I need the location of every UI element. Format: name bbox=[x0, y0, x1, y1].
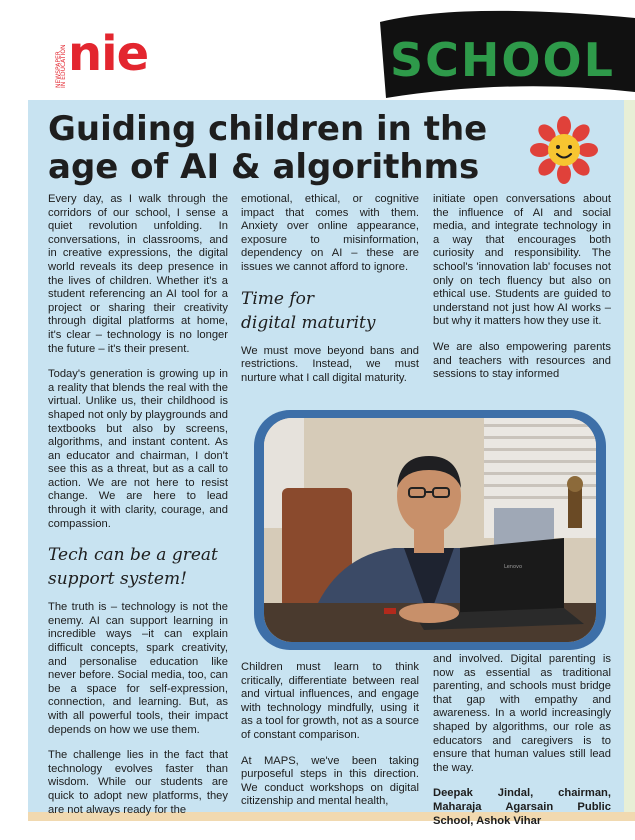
trophy-icon bbox=[567, 476, 583, 528]
nie-logo bbox=[28, 20, 158, 88]
smiling-flower-icon bbox=[528, 114, 600, 186]
folded-hands bbox=[399, 603, 459, 623]
chairman-photo bbox=[264, 418, 596, 642]
paragraph: Every day, as I walk through the corridors of our school, I sense a quiet revolution unfolding. In conversations, in classrooms, and in creative expressions, the digital world reveals its deep presence in the lives of children. Whether it's a student referencing an AI tool for a project or sharing their creativity through digital platforms at home, it's clear – technology is no longer the future – it's their present. bbox=[48, 193, 228, 355]
school-banner bbox=[372, 8, 635, 98]
article-column-2-lower bbox=[241, 661, 419, 821]
page-edge-strip bbox=[624, 100, 635, 812]
author-byline: Deepak Jindal, chairman, Maharaja Agarsain Public School, Ashok Vihar bbox=[433, 787, 611, 827]
banner-text: SCHOOL bbox=[390, 33, 615, 87]
paragraph: We are also empowering parents and teachers with resources and sessions to stay informed bbox=[433, 340, 611, 381]
page-header bbox=[0, 0, 635, 100]
chairman-photo-frame bbox=[254, 410, 606, 650]
subheading-tech-support bbox=[48, 543, 228, 591]
subheading-line: digital maturity bbox=[241, 312, 376, 333]
paragraph: The challenge lies in the fact that technology evolves faster than wisdom. While our students are quick to adopt new platforms, they are not always ready for the bbox=[48, 749, 228, 816]
paragraph: The truth is – technology is not the enemy. AI can support learning in incredible ways –it can explain difficult concepts, spark creativity, and personalise education like never before. Social media, too, can be a space for self-expression, connection, and learning. But, as with all powerful tools, their impact depends on how we use them. bbox=[48, 601, 228, 736]
chairman-portrait-illustration bbox=[264, 418, 596, 642]
title-line-1: Guiding children in the bbox=[48, 109, 488, 149]
article-column-2 bbox=[241, 193, 419, 397]
paragraph: We must move beyond bans and restrictions. Instead, we must nurture what I call digital maturity. bbox=[241, 344, 419, 384]
subheading-line: support system! bbox=[48, 569, 187, 590]
subheading-line: Time for bbox=[241, 288, 315, 309]
paragraph: initiate open conversations about the influence of AI and social media, and integrate technology in a way that encourages both curiosity and responsibility. The school's 'innovation lab' focuses not only on tech fluency but also on ethical use. Students are guided to understand not just how AI works – but why it matters how they use it. bbox=[433, 193, 611, 328]
paragraph: emotional, ethical, or cognitive impact that comes with them. Anxiety over online appearance, exposure to misinformation, dependency on AI – these are issues we cannot afford to ignore. bbox=[241, 193, 419, 273]
article-column-3 bbox=[433, 193, 611, 394]
article-column-3-lower bbox=[433, 653, 611, 840]
title-line-2: age of AI & algorithms bbox=[48, 147, 480, 187]
subheading-digital-maturity bbox=[241, 287, 419, 335]
article-title bbox=[48, 110, 508, 186]
laptop-brand-label: Lenovo bbox=[504, 564, 523, 570]
paragraph: Today's generation is growing up in a reality that blends the real with the virtual. Unlike us, their childhood is shaped not only by playgrounds and textbooks but also by screens, algorithms, and instant content. As an educator and chairman, I don't see this as a threat, but as a call to action. We are not here to resist change. We are here to lead through it with clarity, courage, and compassion. bbox=[48, 368, 228, 530]
paragraph: At MAPS, we've been taking purposeful steps in this direction. We conduct workshops on digital citizenship and mental health, bbox=[241, 754, 419, 808]
nie-logo-text: nie bbox=[68, 26, 149, 82]
article-column-1 bbox=[48, 193, 228, 829]
nie-logo-tagline: NEWSPAPER IN EDUCATION bbox=[55, 44, 67, 88]
paragraph: and involved. Digital parenting is now as essential as traditional parenting, and schools must bridge that gap with empathy and awareness. In a world increasingly shaped by algorithms, our role as educators and caregivers is to ensure that human values still lead the way. bbox=[433, 653, 611, 774]
paragraph: Children must learn to think critically, differentiate between real and virtual influences, and engage with technology mindfully, using it as a tool for growth, not as a source of constant comparison. bbox=[241, 661, 419, 741]
subheading-line: Tech can be a great bbox=[48, 545, 218, 566]
